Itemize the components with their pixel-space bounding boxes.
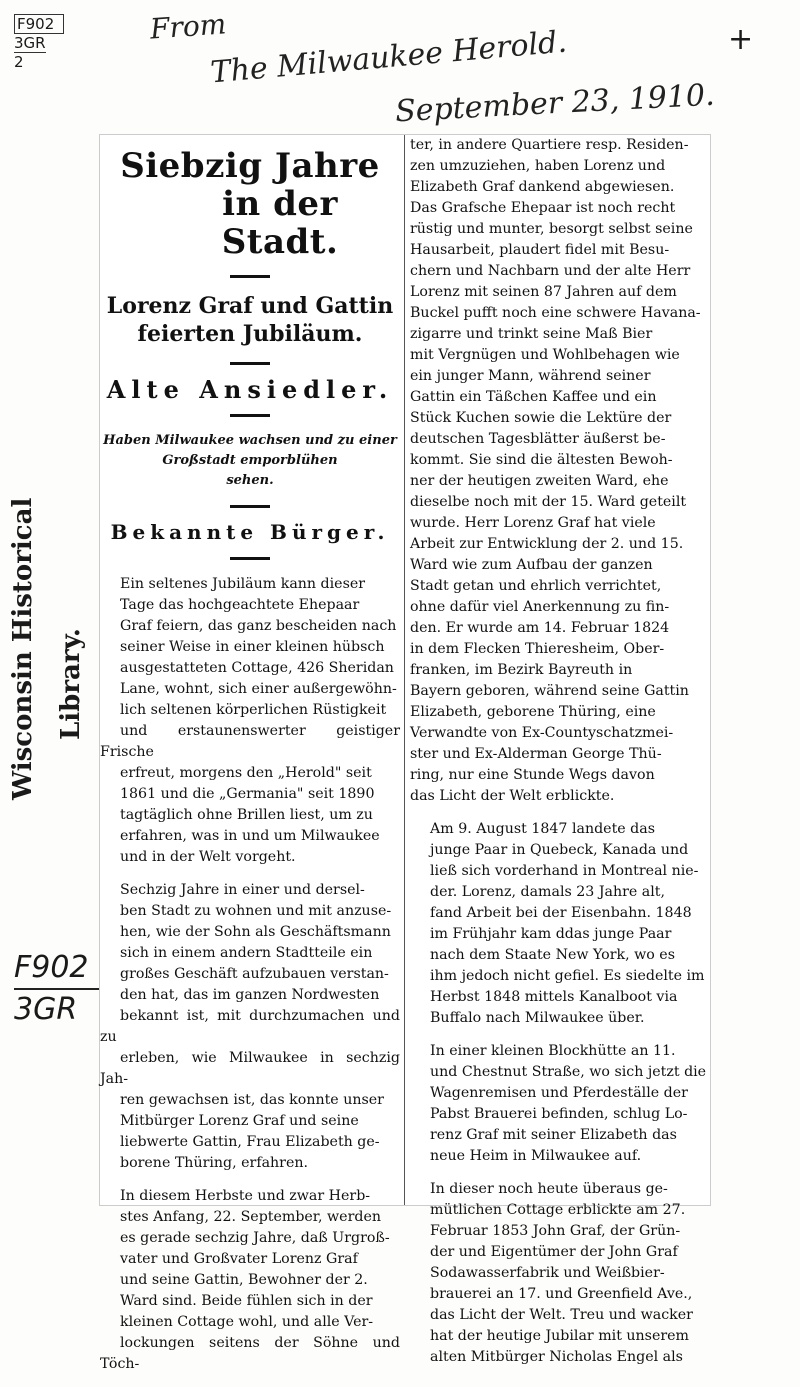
text-line: Ward sind. Beide fühlen sich in der [120,1293,373,1309]
text-line: Tage das hochgeachtete Ehepaar [120,597,360,613]
text-line: In diesem Herbste und zwar Herb- [120,1188,371,1204]
text-line: neue Heim in Milwaukee auf. [430,1148,642,1164]
text-line: junge Paar in Quebeck, Kanada und [430,842,689,858]
text-line: fand Arbeit bei der Eisenbahn. 1848 [430,905,692,921]
text-line: Wagenremisen und Pferdeställe der [430,1085,688,1101]
paragraph [100,880,400,1174]
text-line: Ward wie zum Aufbau der ganzen [410,557,653,573]
text-line: Mitbürger Lorenz Graf und seine [120,1113,359,1129]
catalog-line: 3GR [14,34,46,52]
catalog-number-bottom [14,948,106,1030]
text-line: hen, wie der Sohn als Geschäftsmann [120,924,391,940]
headline-line: in der Stadt. [221,184,339,262]
article-body-left [100,574,400,1375]
text-line: Herbst 1848 mittels Kanalboot via [430,989,678,1005]
rule [230,557,270,560]
deck [100,431,400,491]
text-line: im Frühjahr kam ddas junge Paar [430,926,672,942]
handwritten-from: From [148,7,228,46]
library-stamp [8,497,98,810]
handwritten-date: September 23, 1910. [394,77,716,130]
text-line: Ein seltenes Jubiläum kann dieser [120,576,366,592]
text-line: großes Geschäft aufzubauen verstan- [120,966,389,982]
handwritten-source: The Milwaukee Herold. [209,24,569,91]
catalog-number-top [14,14,70,71]
rule [230,414,270,417]
text-line: Das Grafsche Ehepaar ist noch recht [410,200,676,216]
newspaper-clipping [100,135,710,1372]
catalog-line: 2 [14,53,24,71]
text-line: erfreut, morgens den „Herold" seit [120,765,372,781]
text-line: chern und Nachbarn und der alte Herr [410,263,691,279]
catalog-line: F902 [14,14,64,34]
text-line: es gerade sechzig Jahre, daß Urgroß- [120,1230,390,1246]
text-line: franken, im Bezirk Bayreuth in [410,662,633,678]
text-line: seiner Weise in einer kleinen hübsch [120,639,385,655]
text-line: kleinen Cottage wohl, und alle Ver- [120,1314,374,1330]
deck-line: Großstadt emporblühen [162,453,338,468]
text-line: tagtäglich ohne Brillen liest, um zu [120,807,373,823]
text-line: den. Er wurde am 14. Februar 1824 [410,620,670,636]
text-line: Verwandte von Ex-Countyschatzmei- [410,725,674,741]
subheadline [100,292,400,348]
text-line: Hausarbeit, plaudert fidel mit Besu- [410,242,670,258]
text-line: Sodawasserfabrik und Weißbier- [430,1265,665,1281]
text-line: zen umzuziehen, haben Lorenz und [410,158,666,174]
text-line: Pabst Brauerei befinden, schlug Lo- [430,1106,688,1122]
text-line: Buckel pufft noch eine schwere Havana- [410,305,701,321]
text-line: und seine Gattin, Bewohner der 2. [120,1272,368,1288]
text-line: zigarre und trinkt seine Maß Bier [410,326,653,342]
text-line: hat der heutige Jubilar mit unserem [430,1328,689,1344]
text-line: und erstaunenswerter geistiger Frische [100,723,400,760]
text-line: ohne dafür viel Anerkennung zu fin- [410,599,670,615]
plus-mark: + [728,22,754,57]
text-line: alten Mitbürger Nicholas Engel als [430,1349,683,1365]
text-line: Elizabeth Graf dankend abgewiesen. [410,179,675,195]
text-line: borene Thüring, erfahren. [120,1155,308,1171]
paragraph [100,1186,400,1375]
text-line: ben Stadt zu wohnen und mit anzuse- [120,903,392,919]
text-line: ner der heutigen zweiten Ward, ehe [410,473,669,489]
text-line: ihm jedoch nicht gefiel. Es siedelte im [430,968,705,984]
text-line: stes Anfang, 22. September, werden [120,1209,381,1225]
text-line: mütlichen Cottage erblickte am 27. [430,1202,686,1218]
headline [100,147,400,261]
text-line: vater und Großvater Lorenz Graf [120,1251,358,1267]
text-line: Gattin ein Täßchen Kaffee und ein [410,389,657,405]
text-line: kommt. Sie sind die ältesten Bewoh- [410,452,673,468]
text-line: mit Vergnügen und Wohlbehagen wie [410,347,680,363]
text-line: ter, in andere Quartiere resp. Residen- [410,137,689,153]
column-divider [404,135,405,1205]
text-line: liebwerte Gattin, Frau Elizabeth ge- [120,1134,380,1150]
text-line: Graf feiern, das ganz bescheiden nach [120,618,397,634]
text-line: der. Lorenz, damals 23 Jahre alt, [430,884,666,900]
text-line: Stadt getan und ehrlich verrichtet, [410,578,662,594]
catalog-line: 3GR [14,992,78,1027]
rule [230,362,270,365]
text-line: ren gewachsen ist, das konnte unser [120,1092,384,1108]
stamp-line: Wisconsin Historical [8,497,38,800]
column-right [410,135,710,1380]
text-line: das Licht der Welt erblickte. [410,788,615,804]
text-line: ein junger Mann, während seiner [410,368,651,384]
rule [230,505,270,508]
text-line: das Licht der Welt. Treu und wacker [430,1307,693,1323]
text-line: nach dem Staate New York, wo es [430,947,675,963]
text-line: ließ sich vorderhand in Montreal nie- [430,863,699,879]
paragraph [410,819,710,1029]
text-line: wurde. Herr Lorenz Graf hat viele [410,515,656,531]
text-line: renz Graf mit seiner Elizabeth das [430,1127,677,1143]
paragraph [410,1179,710,1368]
text-line: ster und Ex-Alderman George Thü- [410,746,662,762]
text-line: Lorenz mit seinen 87 Jahren auf dem [410,284,677,300]
stamp-line: Library. [56,628,86,740]
text-line: Februar 1853 John Graf, der Grün- [430,1223,681,1239]
text-line: erfahren, was in und um Milwaukee [120,828,380,844]
text-line: Am 9. August 1847 landete das [430,821,656,837]
text-line: Sechzig Jahre in einer und dersel- [120,882,365,898]
text-line: In dieser noch heute überaus ge- [430,1181,668,1197]
text-line: und Chestnut Straße, wo sich jetzt die [430,1064,707,1080]
deck-line: Haben Milwaukee wachsen und zu einer [103,433,397,448]
text-line: lich seltenen körperlichen Rüstigkeit [120,702,387,718]
subheadline-line: feierten Jubiläum. [137,321,363,347]
text-line: und in der Welt vorgeht. [120,849,296,865]
subheadline-line: Lorenz Graf und Gattin [106,293,394,319]
kicker: Alte Ansiedler. [106,375,394,404]
text-line: Elizabeth, geborene Thüring, eine [410,704,656,720]
section-heading: Bekannte Bürger. [110,520,390,544]
text-line: in dem Flecken Thieresheim, Ober- [410,641,665,657]
text-line: der und Eigentümer der John Graf [430,1244,678,1260]
text-line: sich in einem andern Stadtteile ein [120,945,373,961]
text-line: Lane, wohnt, sich einer außergewöhn- [120,681,397,697]
paragraph [100,574,400,868]
paragraph [410,1041,710,1167]
text-line: ausgestatteten Cottage, 426 Sheridan [120,660,394,676]
column-left [100,135,400,1387]
text-line: brauerei an 17. und Greenfield Ave., [430,1286,693,1302]
catalog-line: F902 [14,948,106,990]
text-line: Bayern geboren, während seine Gattin [410,683,689,699]
text-line: Buffalo nach Milwaukee über. [430,1010,645,1026]
text-line: ring, nur eine Stunde Wegs davon [410,767,655,783]
deck-line: sehen. [226,473,274,488]
text-line: Stück Kuchen sowie die Lektüre der [410,410,672,426]
text-line: dieselbe noch mit der 15. Ward geteilt [410,494,687,510]
text-line: In einer kleinen Blockhütte an 11. [430,1043,676,1059]
paragraph [410,135,710,807]
text-line: rüstig und munter, besorgt selbst seine [410,221,693,237]
text-line: den hat, das im ganzen Nordwesten [120,987,380,1003]
text-line: bekannt ist, mit durchzumachen und zu [100,1008,400,1045]
article-body-right [410,135,710,1368]
text-line: erleben, wie Milwaukee in sechzig Jah- [100,1050,400,1087]
rule [230,275,270,278]
text-line: deutschen Tagesblätter äußerst be- [410,431,666,447]
text-line: Arbeit zur Entwicklung der 2. und 15. [410,536,684,552]
text-line: 1861 und die „Germania" seit 1890 [120,786,375,802]
headline-line: Siebzig Jahre [120,146,380,186]
text-line: lockungen seitens der Söhne und Töch- [100,1335,400,1372]
